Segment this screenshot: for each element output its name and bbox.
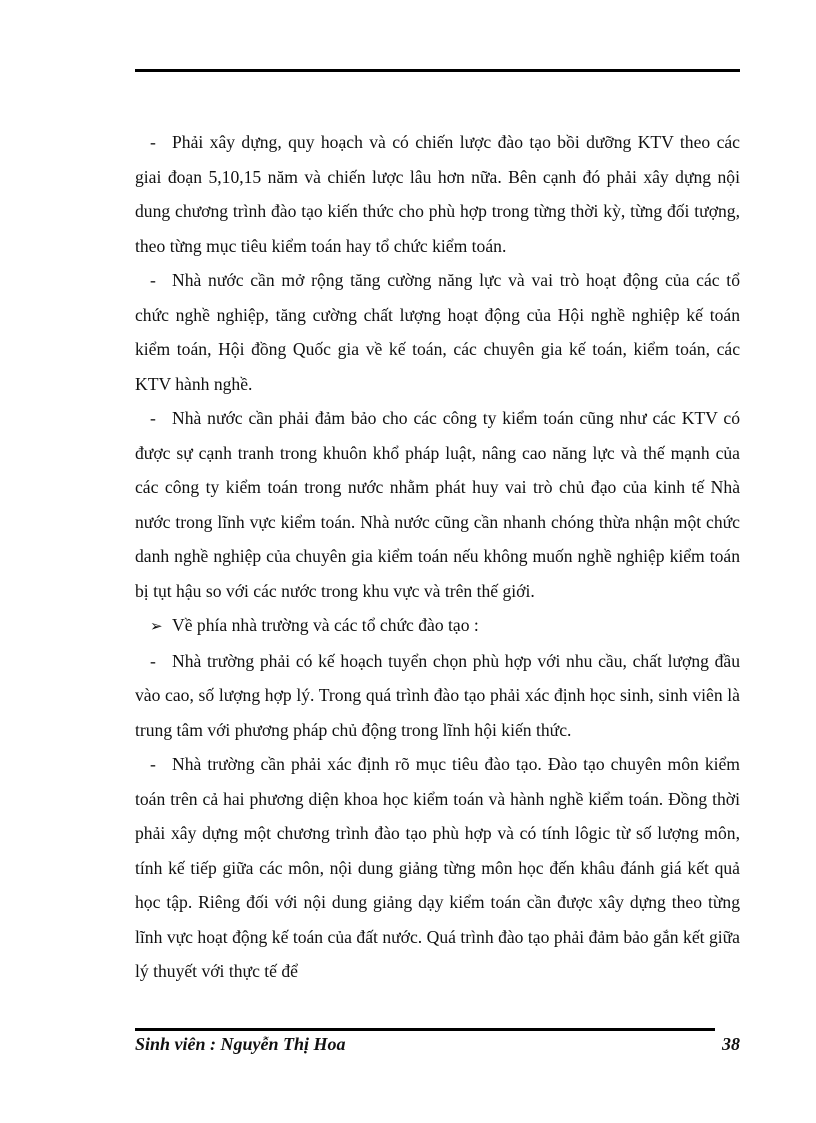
paragraph <box>135 401 740 608</box>
dash-marker: - <box>150 754 156 774</box>
dash-marker: - <box>150 650 156 671</box>
dash-marker: - <box>150 408 156 428</box>
dash-marker: - <box>150 270 156 290</box>
paragraph <box>135 125 740 263</box>
paragraph-text: Phải xây dựng, quy hoạch và có chiến lược đào tạo bồi dưỡng KTV theo các giai đoạn 5,10,15 năm và chiến lược lâu hơn nữa. Bên cạnh đó phải xây dựng nội dung chương trình đào tạo kiến thức cho phù hợp trong từng thời kỳ, từng đối tượng, theo từng mục tiêu kiểm toán hay tổ chức kiểm toán. <box>135 132 740 256</box>
footer-rule <box>135 1028 715 1031</box>
footer-student-name: Sinh viên : Nguyễn Thị Hoa <box>135 1034 346 1054</box>
section-heading <box>135 608 740 644</box>
paragraph <box>135 747 740 989</box>
header-rule <box>135 69 740 72</box>
paragraph <box>135 263 740 401</box>
paragraph-text: Nhà nước cần phải đảm bảo cho các công ty kiểm toán cũng như các KTV có được sự cạnh tranh trong khuôn khổ pháp luật, nâng cao năng lực và thế mạnh của các công ty kiểm toán trong nước nhằm phát huy vai trò chủ đạo của kinh tế Nhà nước trong lĩnh vực kiểm toán. Nhà nước cũng cần nhanh chóng thừa nhận một chức danh nghề nghiệp của chuyên gia kiểm toán nếu không muốn nghề nghiệp kiểm toán bị tụt hậu so với các nước trong khu vực và trên thế giới. <box>135 408 740 601</box>
paragraph-text: Nhà trường cần phải xác định rõ mục tiêu đào tạo. Đào tạo chuyên môn kiểm toán trên cả hai phương diện khoa học kiểm toán và hành nghề kiểm toán. Đồng thời phải xây dựng một chương trình đào tạo phù hợp và có tính lôgic từ số lượng môn, tính kế tiếp giữa các môn, nội dung giảng từng môn học đến khâu đánh giá kết quả học tập. Riêng đối với nội dung giảng dạy kiểm toán cần được xây dựng theo từng lĩnh vực hoạt động kế toán của đất nước. Quá trình đào tạo phải đảm bảo gắn kết giữa lý thuyết với thực tế để <box>135 754 740 981</box>
paragraph-text: Nhà trường phải có kế hoạch tuyển chọn phù hợp với nhu cầu, chất lượng đầu vào cao, số lượng hợp lý. Trong quá trình đào tạo phải xác định học sinh, sinh viên là trung tâm với phương pháp chủ động trong lĩnh hội kiến thức. <box>135 650 740 740</box>
dash-marker: - <box>150 132 156 152</box>
paragraph-text: Nhà nước cần mở rộng tăng cường năng lực và vai trò hoạt động của các tổ chức nghề nghiệp, tăng cường chất lượng hoạt động của Hội nghề nghiệp kế toán kiểm toán, Hội đồng Quốc gia về kế toán, các chuyên gia kế toán, kiểm toán, các KTV hành nghề. <box>135 270 740 394</box>
section-heading-text: Về phía nhà trường và các tổ chức đào tạo : <box>172 615 479 635</box>
arrow-bullet-icon: ➢ <box>150 617 163 635</box>
paragraph <box>135 644 740 748</box>
document-body <box>135 125 740 989</box>
footer-page-number: 38 <box>722 1034 740 1054</box>
